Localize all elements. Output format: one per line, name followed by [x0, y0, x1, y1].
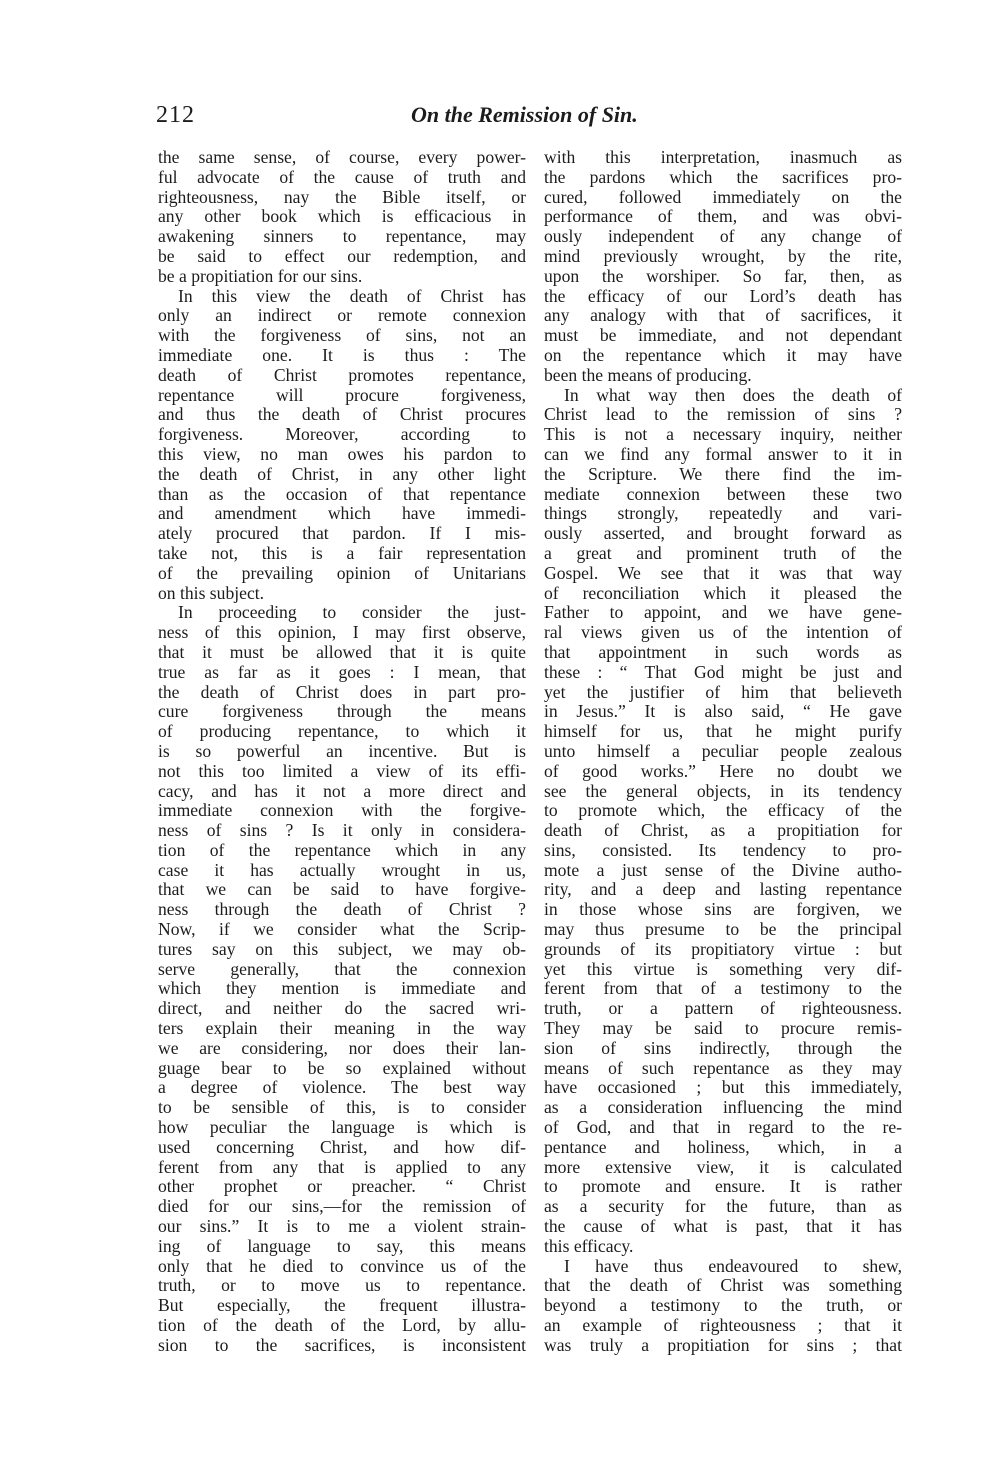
text-line: performance of them, and was obvi- — [544, 207, 902, 227]
text-line: ful advocate of the cause of truth and — [158, 167, 526, 187]
text-line: to promote and ensure. It is rather — [544, 1177, 902, 1197]
text-line: They may be said to procure remis- — [544, 1019, 902, 1039]
text-line: that the death of Christ was something — [544, 1276, 902, 1296]
right-text-column — [544, 148, 902, 1356]
text-line: in those whose sins are forgiven, we — [544, 900, 902, 920]
text-line: yet this virtue is something very dif- — [544, 959, 902, 979]
text-line: the efficacy of our Lord’s death has — [544, 286, 902, 306]
text-line: In what way then does the death of — [564, 385, 902, 405]
text-line: cacy, and has it not a more direct and — [158, 781, 526, 801]
text-line: Christ lead to the remission of sins ? — [544, 405, 902, 425]
text-line: have occasioned ; but this immediately, — [544, 1078, 902, 1098]
text-line: our sins.” It is to me a violent strain- — [158, 1217, 526, 1237]
text-line: the same sense, of course, every power- — [158, 148, 526, 167]
text-line: cured, followed immediately on the — [544, 187, 902, 207]
text-line: death of Christ promotes repentance, — [158, 365, 526, 385]
text-line: of the prevailing opinion of Unitarians — [158, 563, 526, 583]
text-line: more extensive view, it is calculated — [544, 1157, 902, 1177]
text-line: a degree of violence. The best way — [158, 1078, 526, 1098]
text-line: to be sensible of this, is to consider — [158, 1098, 526, 1118]
text-line: ferent from that of a testimony to the — [544, 979, 902, 999]
text-line: serve generally, that the connexion — [158, 959, 526, 979]
text-line: true as far as it goes : I mean, that — [158, 662, 526, 682]
text-line: awakening sinners to repentance, may — [158, 227, 526, 247]
text-line: mind previously wrought, by the rite, — [544, 246, 902, 266]
text-line: and thus the death of Christ procures — [158, 405, 526, 425]
text-line: to promote which, the efficacy of the — [544, 801, 902, 821]
text-line: of reconciliation which it pleased the — [544, 583, 902, 603]
text-line: forgiveness. Moreover, according to — [158, 425, 526, 445]
text-line: mediate connexion between these two — [544, 484, 902, 504]
text-line: be said to effect our redemption, and — [158, 246, 526, 266]
text-line: Gospel. We see that it was that way — [544, 563, 902, 583]
text-line: this view, no man owes his pardon to — [158, 444, 526, 464]
text-line: mote a just sense of the Divine autho- — [544, 860, 902, 880]
text-line: only an indirect or remote connexion — [158, 306, 526, 326]
text-line: Now, if we consider what the Scrip- — [158, 920, 526, 940]
text-line: and amendment which have immedi- — [158, 504, 526, 524]
page-number: 212 — [156, 102, 195, 128]
text-line: ness through the death of Christ ? — [158, 900, 526, 920]
text-line: be a propitiation for our sins. — [158, 266, 363, 286]
text-line: was truly a propitiation for sins ; that — [544, 1335, 902, 1355]
text-line: righteousness, nay the Bible itself, or — [158, 187, 526, 207]
text-line: not this too limited a view of its effi- — [158, 761, 526, 781]
text-line: with the forgiveness of sins, not an — [158, 326, 526, 346]
text-line: used concerning Christ, and how dif- — [158, 1137, 526, 1157]
text-line: case it has actually wrought in us, — [158, 860, 526, 880]
text-line: truth, or a pattern of righteousness. — [544, 999, 902, 1019]
left-text-column — [158, 148, 526, 1356]
text-line: sion of sins indirectly, through the — [544, 1038, 902, 1058]
text-line: the Scripture. We there find the im- — [544, 464, 902, 484]
text-line: things strongly, repeatedly and vari- — [544, 504, 902, 524]
text-line: pentance and holiness, which, in a — [544, 1137, 902, 1157]
text-line: in Jesus.” It is also said, “ He gave — [544, 702, 902, 722]
text-line: ously independent of any change of — [544, 227, 902, 247]
text-line: these : “ That God might be just and — [544, 662, 902, 682]
text-line: sion to the sacrifices, is inconsistent — [158, 1335, 526, 1355]
text-line: may thus presume to be the principal — [544, 920, 902, 940]
text-line: can we find any formal answer to it in — [544, 444, 902, 464]
text-line: unto himself a peculiar people zealous — [544, 741, 902, 761]
text-line: cure forgiveness through the means — [158, 702, 526, 722]
text-line: But especially, the frequent illustra- — [158, 1296, 526, 1316]
text-line: ness of this opinion, I may first observe, — [158, 623, 526, 643]
text-line: tion of the death of the Lord, by allu- — [158, 1316, 526, 1336]
text-line: on this subject. — [158, 583, 265, 603]
text-line: tures say on this subject, we may ob- — [158, 939, 526, 959]
text-line: ing of language to say, this means — [158, 1236, 526, 1256]
text-line: ferent from any that is applied to any — [158, 1157, 526, 1177]
text-line: repentance will procure forgiveness, — [158, 385, 526, 405]
text-line: himself for us, that he might purify — [544, 722, 902, 742]
text-line: means of such repentance as they may — [544, 1058, 902, 1078]
text-line: that we can be said to have forgive- — [158, 880, 526, 900]
text-line: immediate connexion with the forgive- — [158, 801, 526, 821]
text-line: than as the occasion of that repentance — [158, 484, 526, 504]
text-line: any analogy with that of sacrifices, it — [544, 306, 902, 326]
text-line: how peculiar the language is which is — [158, 1118, 526, 1138]
text-line: we are considering, nor does their lan- — [158, 1038, 526, 1058]
text-line: with this interpretation, inasmuch as — [544, 148, 902, 167]
text-line: that it must be allowed that it is quite — [158, 642, 526, 662]
text-line: only that he died to convince us of the — [158, 1256, 526, 1276]
text-line: direct, and neither do the sacred wri- — [158, 999, 526, 1019]
text-line: death of Christ, as a propitiation for — [544, 821, 902, 841]
text-line: as a consideration influencing the mind — [544, 1098, 902, 1118]
text-line: died for our sins,—for the remission of — [158, 1197, 526, 1217]
text-line: grounds of its propitiatory virtue : but — [544, 939, 902, 959]
text-line: I have thus endeavoured to shew, — [564, 1256, 902, 1276]
text-line: as a security for the future, than as — [544, 1197, 902, 1217]
text-line: been the means of producing. — [544, 365, 752, 385]
text-line: an example of righteousness ; that it — [544, 1316, 902, 1336]
text-line: must be immediate, and not dependant — [544, 326, 902, 346]
text-line: Father to appoint, and we have gene- — [544, 603, 902, 623]
text-line: a great and prominent truth of the — [544, 543, 902, 563]
text-line: the death of Christ, in any other light — [158, 464, 526, 484]
text-line: yet the justifier of him that believeth — [544, 682, 902, 702]
text-line: of producing repentance, to which it — [158, 722, 526, 742]
text-line: any other book which is efficacious in — [158, 207, 526, 227]
text-line: ness of sins ? Is it only in considera- — [158, 821, 526, 841]
text-line: In proceeding to consider the just- — [178, 603, 526, 623]
text-line: In this view the death of Christ has — [178, 286, 526, 306]
text-line: immediate one. It is thus : The — [158, 345, 526, 365]
text-line: truth, or to move us to repentance. — [158, 1276, 526, 1296]
text-line: beyond a testimony to the truth, or — [544, 1296, 902, 1316]
text-line: ously asserted, and brought forward as — [544, 524, 902, 544]
text-line: the pardons which the sacrifices pro- — [544, 167, 902, 187]
text-line: take not, this is a fair representation — [158, 543, 526, 563]
text-line: on the repentance which it may have — [544, 345, 902, 365]
text-line: the cause of what is past, that it has — [544, 1217, 902, 1237]
text-line: is so powerful an incentive. But is — [158, 741, 526, 761]
text-line: upon the worshiper. So far, then, as — [544, 266, 902, 286]
text-line: rity, and a deep and lasting repentance — [544, 880, 902, 900]
text-line: which they mention is immediate and — [158, 979, 526, 999]
text-line: ters explain their meaning in the way — [158, 1019, 526, 1039]
text-line: This is not a necessary inquiry, neither — [544, 425, 902, 445]
text-line: ately procured that pardon. If I mis- — [158, 524, 526, 544]
text-line: sins, consisted. Its tendency to pro- — [544, 840, 902, 860]
text-line: the death of Christ does in part pro- — [158, 682, 526, 702]
text-line: ral views given us of the intention of — [544, 623, 902, 643]
text-line: guage bear to be so explained without — [158, 1058, 526, 1078]
text-line: of God, and that in regard to the re- — [544, 1118, 902, 1138]
text-line: tion of the repentance which in any — [158, 840, 526, 860]
text-line: other prophet or preacher. “ Christ — [158, 1177, 526, 1197]
running-title: On the Remission of Sin. — [411, 102, 638, 127]
page-header — [156, 102, 906, 132]
text-line: see the general objects, in its tendency — [544, 781, 902, 801]
text-line: that appointment in such words as — [544, 642, 902, 662]
text-line: of good works.” Here no doubt we — [544, 761, 902, 781]
text-line: this efficacy. — [544, 1236, 634, 1256]
